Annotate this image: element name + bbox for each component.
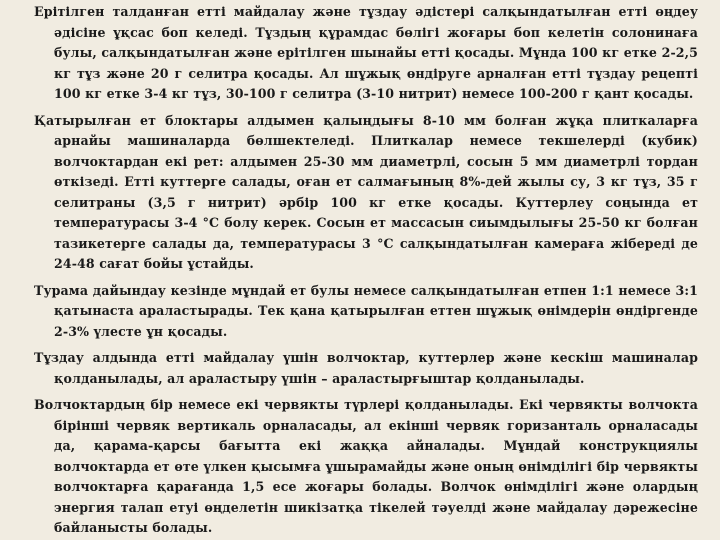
paragraph-salting-methods: Ерітілген талданған етті майдалау және тұздау әдістері салқындатылған етті өңдеу әдісіне ұқсас боп келеді. Тұздың құрамдас бөлігі жоғары боп келетін солонинаға булы, салқындатылған және ерітілген шынайы етті қосады. Мұнда 100 кг етке 2-2,5 кг тұз және 20 г селитра қосады. Ал шұжық өндіруге арналған етті тұздау рецепті 100 кг етке 3-4 кг тұз, 30-100 г селитра (3-10 нитрит) немесе 100-200 г қант қосады. [34, 4, 698, 101]
paragraph-frozen-blocks: Қатырылған ет блоктары алдымен қалыңдығы 8-10 мм болған жұқа плиткаларға арнайы машиналарда бөлшектеледі. Плиткалар немесе текшелерді (кубик) волчоктардан екі рет: алдымен 25-30 мм диаметрлі, сосын 5 мм диаметрлі тордан өткізеді. Етті куттерге салады, оған ет салмағының 8%-дей жылы су, 3 кг тұз, 35 г селитраны (3,5 г нитрит) әрбір 100 кг етке қосады. Куттерлеу соңында ет температурасы 3-4 °С болу керек. Сосын ет массасын сиымдылығы 25-50 кг болған тазикетерге салады да, температурасы 3 °С салқындатылған камераға жібереді де 24-48 сағат бойы ұстайды. [34, 112, 698, 271]
paragraph-grinders: Волчоктардың бір немесе екі червякты түрлері қолданылады. Екі червякты волчокта бірінші червяк вертикаль орналасады, ал екінші червяк горизанталь орналасады да, қарама-қарсы бағытта екі жаққа айналады. Мұндай конструкциялы волчоктарда ет өте үлкен қысымға ұшырамайды және оның өнімділігі бір червякты волчоктарға қарағанда 1,5 есе жоғары болады. Волчок өнімділігі және олардың энергия талап етуі өңделетін шикізатқа тікелей тәуелді және майдалау дәрежесіне байланысты болады. [34, 397, 698, 535]
paragraph-mince-preparation: Турама дайындау кезінде мұндай ет булы немесе салқындатылған етпен 1:1 немесе 3:1 қатынаста араластырады. Тек қана қатырылған еттен шұжық өнімдерін өндіргенде 2-3% үлесте ұн қосады. [34, 282, 698, 339]
text-body [34, 2, 698, 539]
paragraph-equipment: Тұздау алдында етті майдалау үшін волчоктар, куттерлер және кескіш машиналар қолданылады, ал араластыру үшін – араластырғыштар қолданылады. [34, 350, 698, 386]
